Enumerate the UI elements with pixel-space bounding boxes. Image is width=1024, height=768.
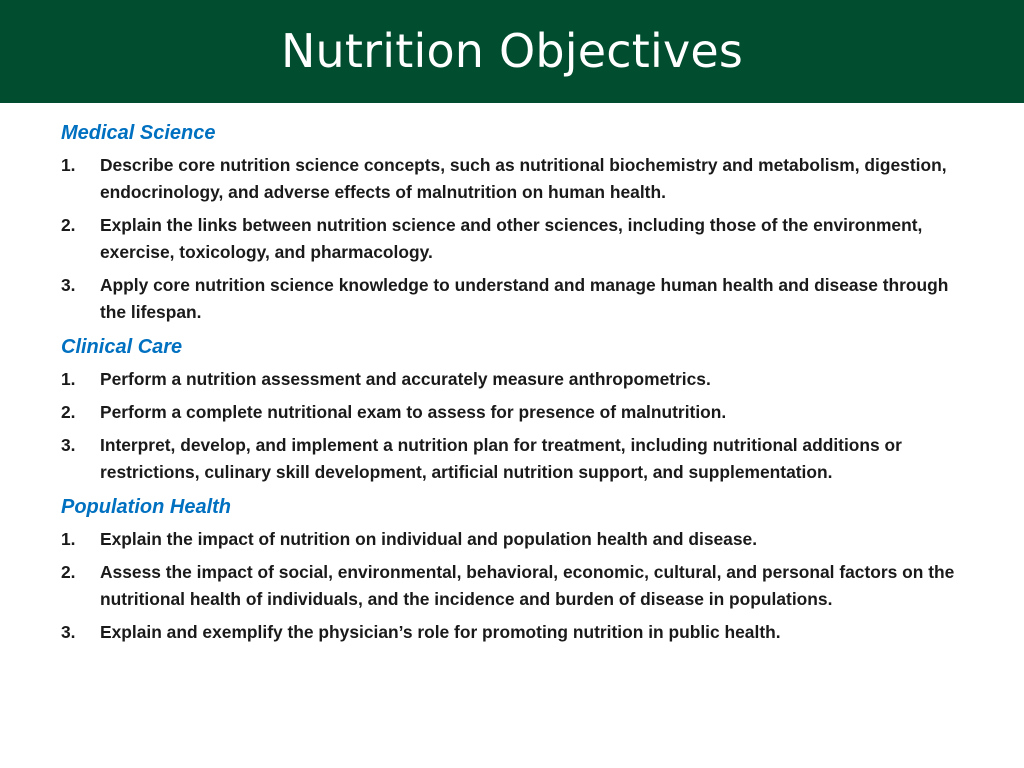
slide-header <box>0 0 1024 103</box>
item-number: 1. <box>61 369 76 389</box>
item-number: 1. <box>61 529 76 549</box>
list-item <box>61 559 971 613</box>
item-text: Apply core nutrition science knowledge to understand and manage human health and disease through the lifespan. <box>100 275 949 322</box>
item-text: Describe core nutrition science concepts, such as nutritional biochemistry and metabolism, digestion, endocrinology, and adverse effects of malnutrition on human health. <box>100 155 947 202</box>
section-heading: Population Health <box>61 496 231 518</box>
item-text: Assess the impact of social, environmental, behavioral, economic, cultural, and personal factors on the nutritional health of individuals, and the incidence and burden of disease in populations. <box>100 562 955 609</box>
item-number: 2. <box>61 402 76 422</box>
item-number: 1. <box>61 155 76 175</box>
item-text: Perform a nutrition assessment and accurately measure anthropometrics. <box>100 369 711 389</box>
item-text: Perform a complete nutritional exam to assess for presence of malnutrition. <box>100 402 727 422</box>
slide-title: Nutrition Objectives <box>280 23 744 78</box>
list-item <box>61 399 971 426</box>
list-item <box>61 526 971 553</box>
section-medical-science <box>61 118 971 326</box>
list-item <box>61 366 971 393</box>
item-text: Interpret, develop, and implement a nutrition plan for treatment, including nutritional additions or restrictions, culinary skill development, artificial nutrition support, and supplementation. <box>100 435 902 482</box>
list-item <box>61 212 971 266</box>
section-population-health <box>61 492 971 646</box>
list-item <box>61 152 971 206</box>
item-number: 3. <box>61 622 76 642</box>
section-heading: Medical Science <box>61 122 216 144</box>
item-number: 3. <box>61 275 76 295</box>
slide-body <box>61 118 971 652</box>
section-heading: Clinical Care <box>61 336 183 358</box>
item-number: 2. <box>61 562 76 582</box>
list-item <box>61 432 971 486</box>
section-clinical-care <box>61 332 971 486</box>
item-text: Explain and exemplify the physician’s role for promoting nutrition in public health. <box>100 622 781 642</box>
objective-list <box>61 526 971 646</box>
list-item <box>61 619 971 646</box>
list-item <box>61 272 971 326</box>
objective-list <box>61 366 971 486</box>
item-number: 3. <box>61 435 76 455</box>
objective-list <box>61 152 971 326</box>
item-number: 2. <box>61 215 76 235</box>
item-text: Explain the links between nutrition science and other sciences, including those of the environment, exercise, toxicology, and pharmacology. <box>100 215 923 262</box>
item-text: Explain the impact of nutrition on individual and population health and disease. <box>100 529 758 549</box>
